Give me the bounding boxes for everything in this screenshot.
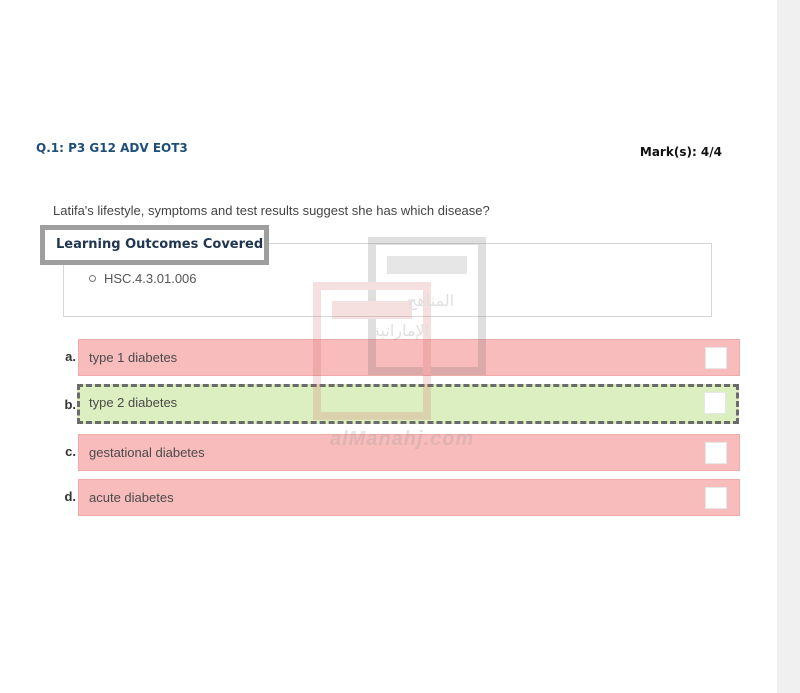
watermark-text: alManahj.com [330,428,475,450]
answer-checkbox[interactable] [705,487,727,509]
question-text: Latifa's lifestyle, symptoms and test results suggest she has which disease? [53,203,490,218]
option-box-c[interactable] [78,434,740,471]
option-letter: d. [64,489,76,504]
option-text: type 2 diabetes [89,395,178,410]
option-letter: b. [64,397,76,412]
watermark-arabic-2: الإماراتية [372,321,430,340]
option-letter: c. [65,444,76,459]
option-letter: a. [65,349,76,364]
option-text: gestational diabetes [89,445,205,460]
outcome-code: HSC.4.3.01.006 [104,271,197,286]
bullet-icon [89,275,96,282]
answer-checkbox[interactable] [705,442,727,464]
question-title: Q.1: P3 G12 ADV EOT3 [36,141,188,155]
option-text: type 1 diabetes [89,350,178,365]
option-box-b[interactable] [77,384,739,424]
option-box-a[interactable] [78,339,740,376]
option-box-d[interactable] [78,479,740,516]
answer-checkbox[interactable] [705,347,727,369]
outcome-item [89,271,197,286]
outcomes-heading: Learning Outcomes Covered [40,225,269,265]
marks-label: Mark(s): 4/4 [639,145,722,159]
answer-checkbox[interactable] [704,392,726,414]
scrollbar-track[interactable] [777,0,800,693]
option-text: acute diabetes [89,490,174,505]
